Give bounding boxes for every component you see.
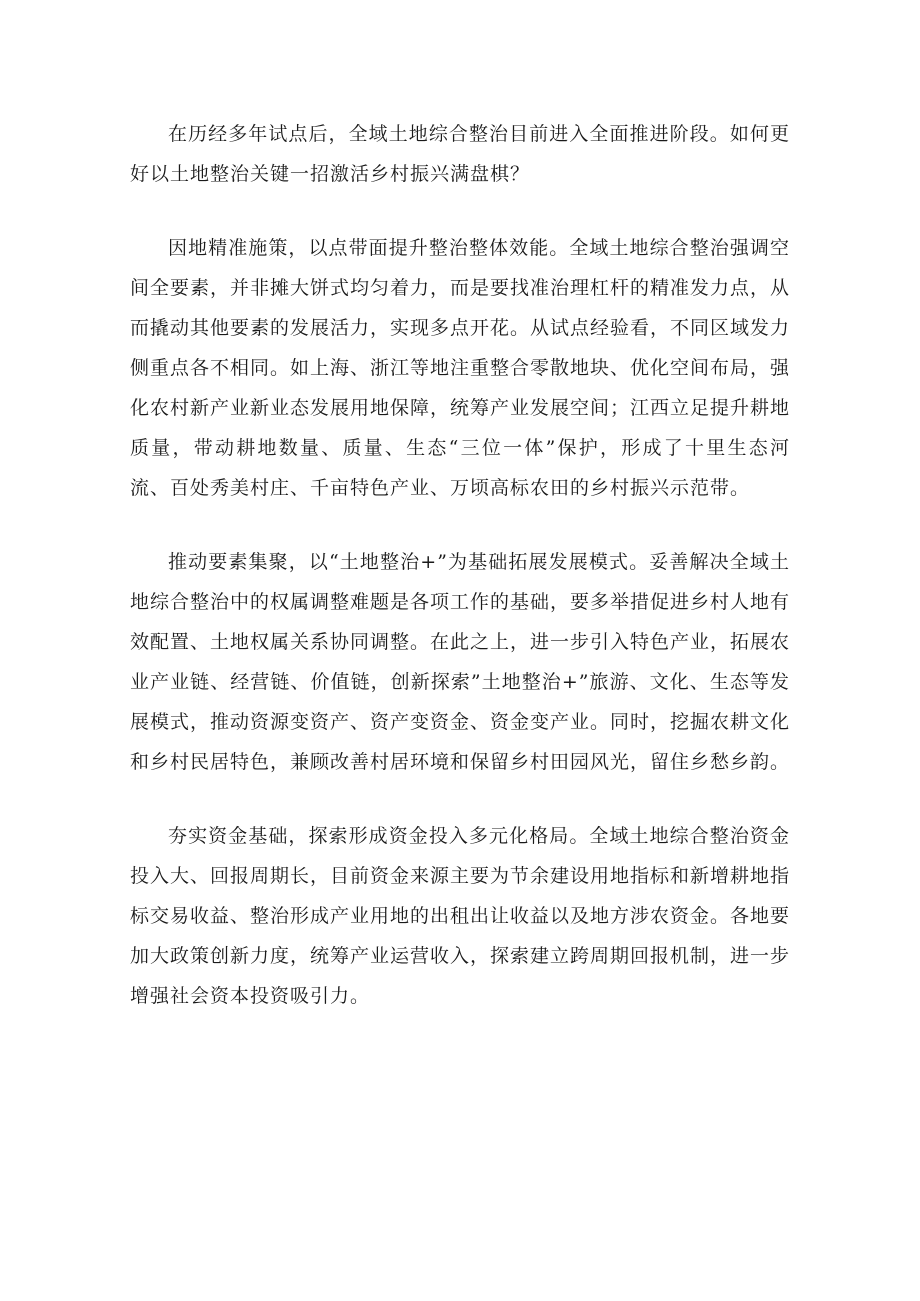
paragraph-factor-aggregation: 推动要素集聚，以“土地整治+”为基础拓展发展模式。妥善解决全域土地综合整治中的权属调整难题是各项工作的基础，要多举措促进乡村人地有效配置、土地权属关系协同调整。在此之上，进一步引入特色产业，拓展农业产业链、经营链、价值链，创新探索”土地整治+”旅游、文化、生态等发展模式，推动资源变资产、资产变资金、资金变产业。同时，挖掘农耕文化和乡村民居特色，兼顾改善村居环境和保留乡村田园风光，留住乡愁乡韵。 [130, 551, 791, 773]
paragraph-precise-policy: 因地精准施策，以点带面提升整治整体效能。全域土地综合整治强调空间全要素，并非摊大饼式均匀着力，而是要找准治理杠杆的精准发力点，从而撬动其他要素的发展活力，实现多点开花。从试点经验看，不同区域发力侧重点各不相同。如上海、浙江等地注重整合零散地块、优化空间布局，强化农村新产业新业态发展用地保障，统筹产业发展空间；江西立足提升耕地质量，带动耕地数量、质量、生态“三位一体”保护，形成了十里生态河流、百处秀美村庄、千亩特色产业、万顷高标农田的乡村振兴示范带。 [130, 237, 791, 499]
paragraph-funding-basis: 夯实资金基础，探索形成资金投入多元化格局。全域土地综合整治资金投入大、回报周期长，目前资金来源主要为节余建设用地指标和新增耕地指标交易收益、整治形成产业用地的出租出让收益以及地方涉农资金。各地要加大政策创新力度，统筹产业运营收入，探索建立跨周期回报机制，进一步增强社会资本投资吸引力。 [130, 825, 791, 1007]
article-body [130, 114, 790, 1050]
paragraph-intro: 在历经多年试点后，全域土地综合整治目前进入全面推进阶段。如何更好以土地整治关键一招激活乡村振兴满盘棋？ [130, 123, 790, 185]
